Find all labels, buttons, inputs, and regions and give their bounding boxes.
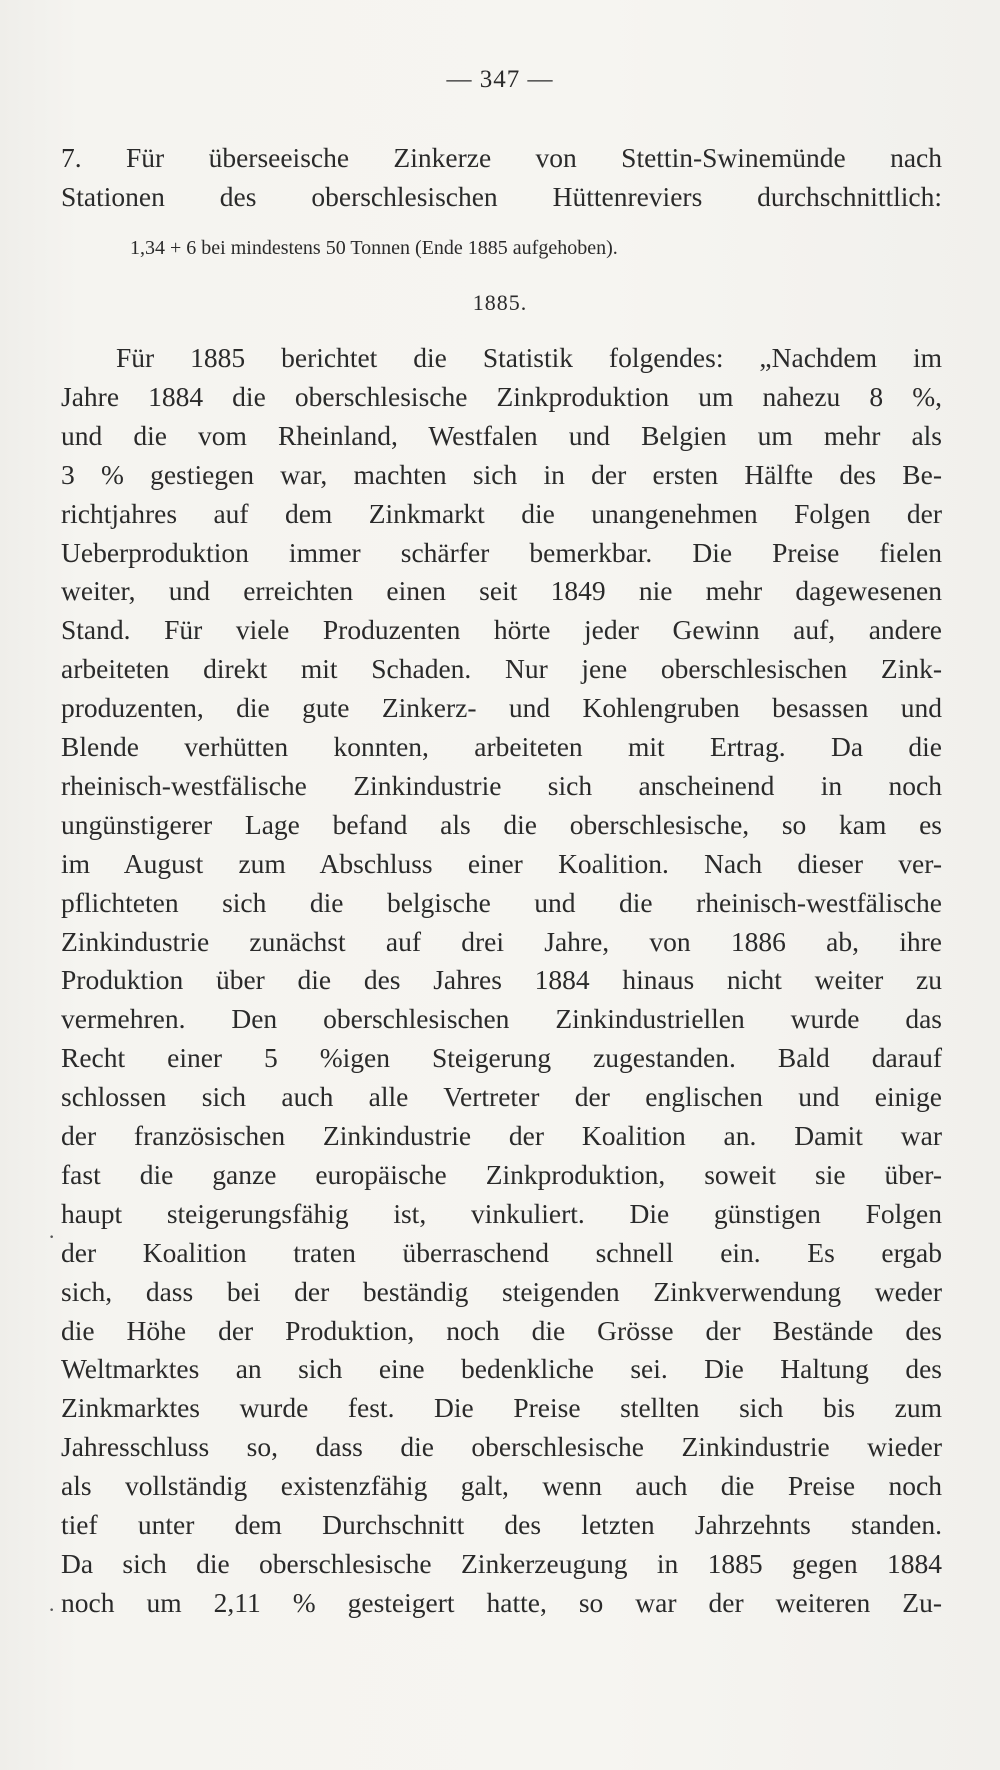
text-line: Ueberproduktion immer schärfer bemerkbar. Die Preise fielen <box>61 536 942 568</box>
text-line: Zinkmarktes wurde fest. Die Preise stellten sich bis zum <box>61 1392 942 1424</box>
text-line: Jahresschluss so, dass die oberschlesische Zinkindustrie wieder <box>61 1431 942 1463</box>
text-line: sich, dass bei der beständig steigenden Zinkverwendung weder <box>61 1275 942 1307</box>
text-line: haupt steigerungsfähig ist, vinkuliert. Die günstigen Folgen <box>61 1197 942 1229</box>
margin-mark: · <box>48 1224 56 1249</box>
text-line: Zinkindustrie zunächst auf drei Jahre, von 1886 ab, ihre <box>61 925 942 957</box>
text-line: Stationen des oberschlesischen Hüttenreviers durchschnittlich: <box>61 181 942 212</box>
text-line: 7. Für überseeische Zinkerze von Stettin-Swinemünde nach <box>61 142 942 173</box>
text-line: Weltmarktes an sich eine bedenkliche sei. Die Haltung des <box>61 1353 942 1385</box>
text-line: vermehren. Den oberschlesischen Zinkindustriellen wurde das <box>61 1003 942 1035</box>
text-line: Da sich die oberschlesische Zinkerzeugung in 1885 gegen 1884 <box>61 1547 942 1579</box>
text-line: 3 % gestiegen war, machten sich in der ersten Hälfte des Be- <box>61 458 942 490</box>
text-line: Für 1885 berichtet die Statistik folgendes: „Nachdem im <box>116 342 942 373</box>
text-line: im August zum Abschluss einer Koalition. Nach dieser ver- <box>61 847 942 879</box>
text-line: Blende verhütten konnten, arbeiteten mit Ertrag. Da die <box>61 731 942 762</box>
text-line: Recht einer 5 %igen Steigerung zugestanden. Bald darauf <box>61 1042 942 1074</box>
text-line: schlossen sich auch alle Vertreter der englischen und einige <box>61 1081 942 1113</box>
text-line: Stand. Für viele Produzenten hörte jeder Gewinn auf, andere <box>61 614 942 646</box>
text-line: tief unter dem Durchschnitt des letzten Jahrzehnts standen. <box>61 1509 942 1540</box>
margin-mark: · <box>48 1597 56 1622</box>
text-line: richtjahres auf dem Zinkmarkt die unangenehmen Folgen der <box>61 497 942 529</box>
text-line: Produktion über die des Jahres 1884 hinaus nicht weiter zu <box>61 964 942 996</box>
text-line: und die vom Rheinland, Westfalen und Belgien um mehr als <box>61 419 942 451</box>
text-line: als vollständig existenzfähig galt, wenn auch die Preise noch <box>61 1470 942 1502</box>
year-heading: 1885. <box>472 290 528 315</box>
page-number: — 347 — <box>446 66 554 93</box>
text-line: noch um 2,11 % gesteigert hatte, so war der weiteren Zu- <box>61 1586 942 1618</box>
text-line-small: 1,34 + 6 bei mindestens 50 Tonnen (Ende 1885 aufgehoben). <box>130 237 618 259</box>
text-line: weiter, und erreichten einen seit 1849 nie mehr dagewesenen <box>61 575 942 607</box>
text-line: produzenten, die gute Zinkerz- und Kohlengruben besassen und <box>61 692 942 724</box>
text-line: die Höhe der Produktion, noch die Grösse der Bestände des <box>61 1314 942 1346</box>
text-line: pflichteten sich die belgische und die rheinisch-westfälische <box>61 886 942 918</box>
text-line: ungünstigerer Lage befand als die oberschlesische, so kam es <box>61 808 942 840</box>
text-line: fast die ganze europäische Zinkproduktion, soweit sie über- <box>61 1158 942 1190</box>
text-line: der französischen Zinkindustrie der Koalition an. Damit war <box>61 1120 942 1151</box>
text-line: arbeiteten direkt mit Schaden. Nur jene oberschlesischen Zink- <box>61 653 942 685</box>
text-line: rheinisch-westfälische Zinkindustrie sich anscheinend in noch <box>61 769 942 801</box>
text-line: der Koalition traten überraschend schnell ein. Es ergab <box>61 1236 942 1268</box>
text-line: Jahre 1884 die oberschlesische Zinkproduktion um nahezu 8 %, <box>61 380 942 412</box>
